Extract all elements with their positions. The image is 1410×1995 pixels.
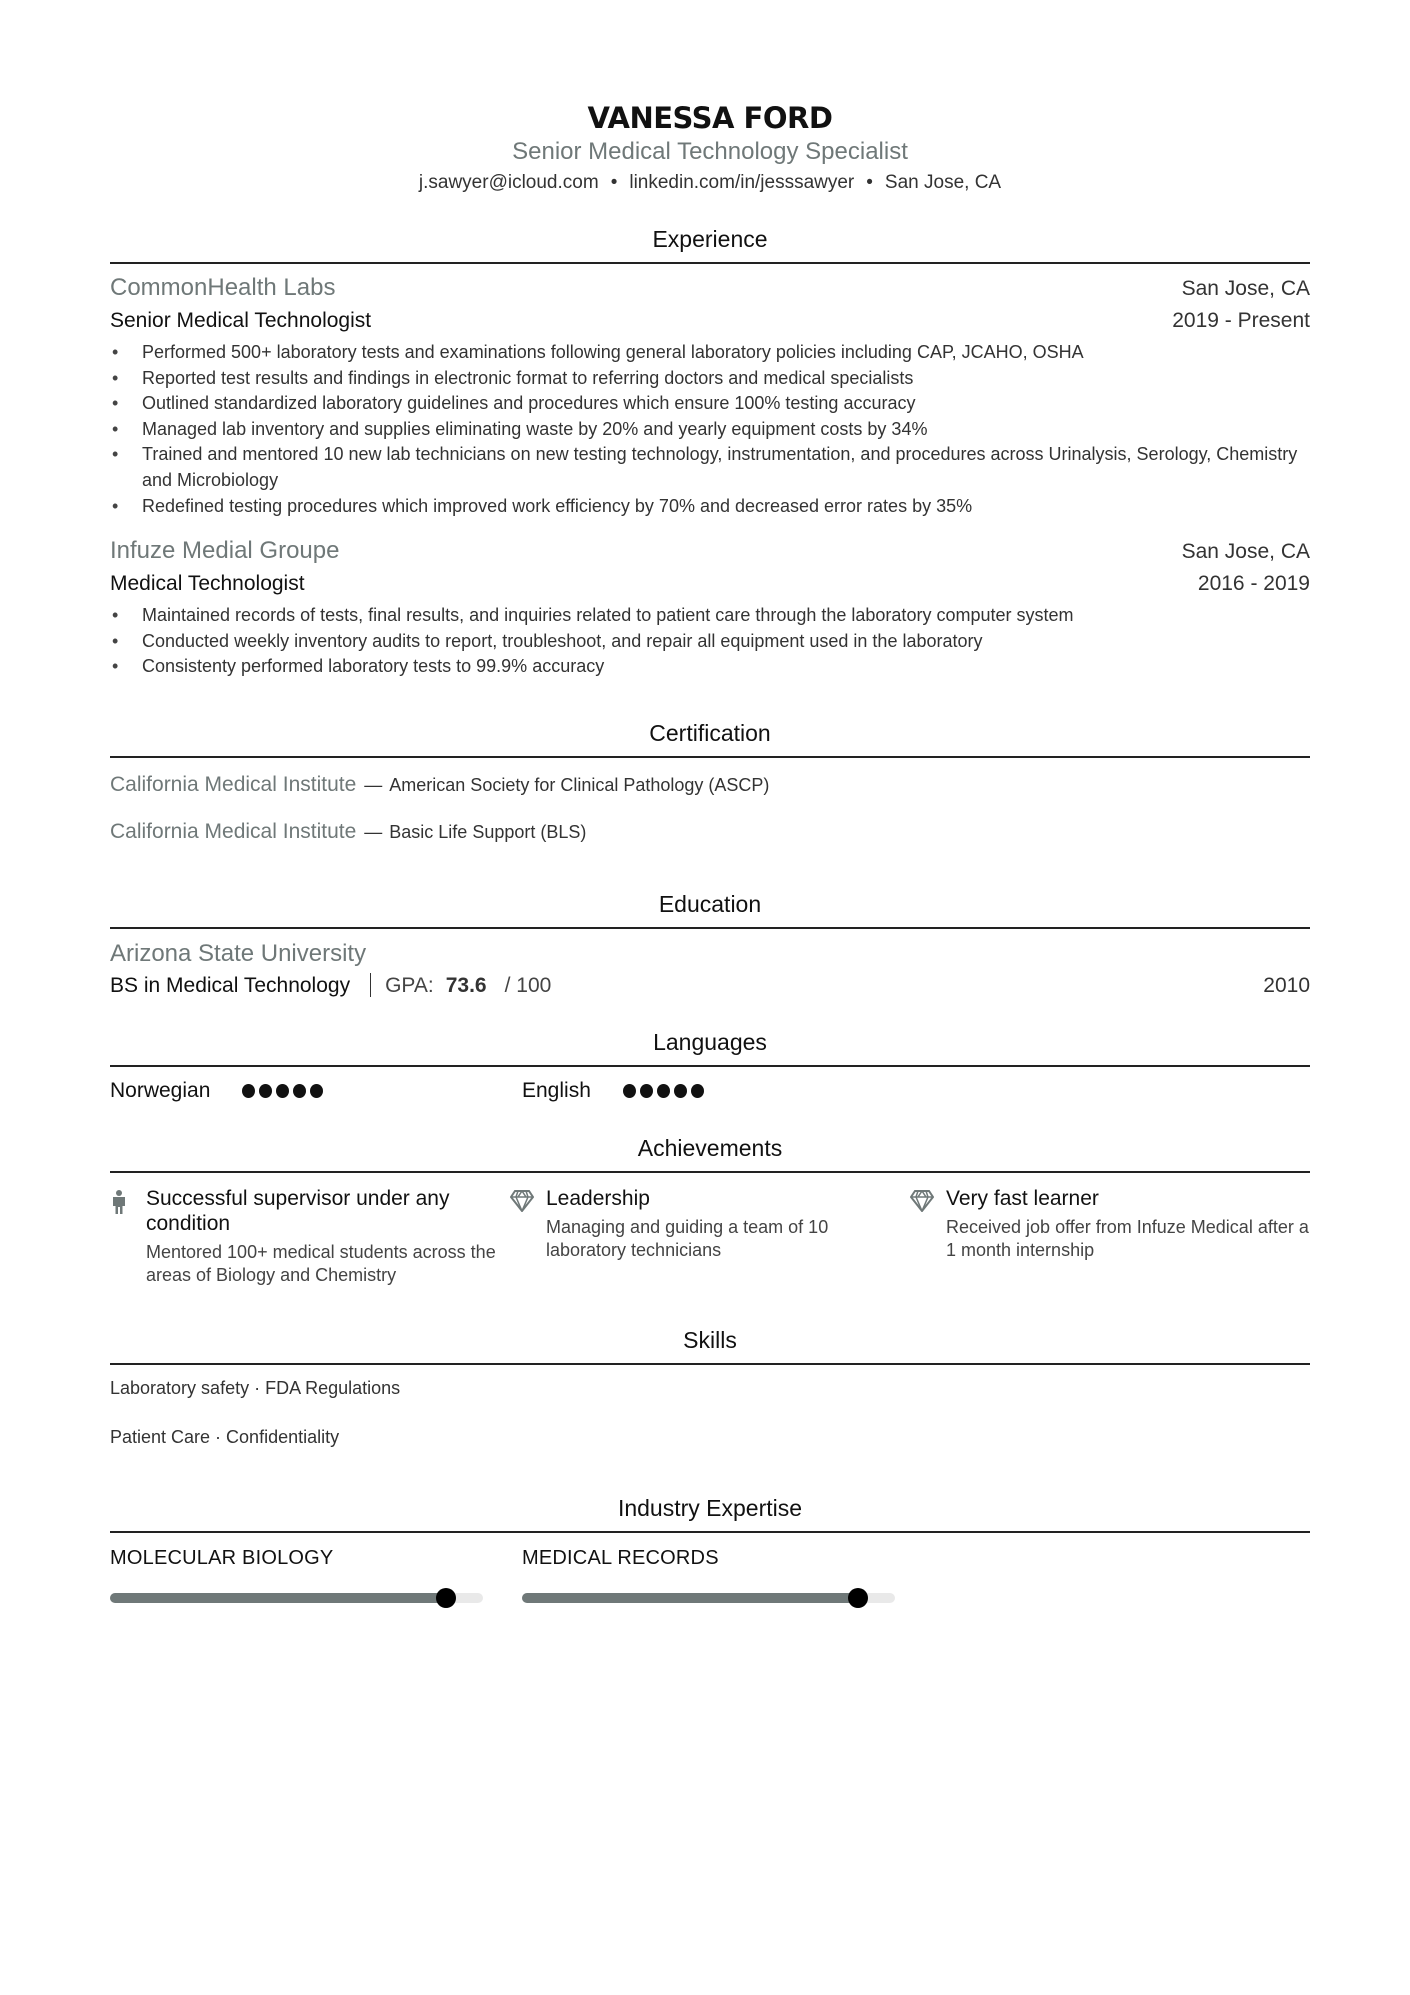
achievement-item — [110, 1186, 510, 1287]
gpa-label: GPA: — [385, 973, 434, 997]
resume-page — [110, 0, 1310, 1603]
skills-section — [110, 1325, 1310, 1449]
cert-name: American Society for Clinical Pathology (ASCP) — [389, 774, 770, 795]
slider-fill — [110, 1593, 446, 1603]
job-company: Infuze Medial Groupe — [110, 537, 340, 565]
gpa-value: 73.6 — [445, 973, 487, 997]
bullet-item: • Maintained records of tests, final results, and inquiries related to patient care through the laboratory computer system — [110, 603, 1310, 629]
education-degree-line — [110, 970, 551, 1001]
contact-email[interactable]: j.sawyer@icloud.com — [418, 172, 599, 193]
resume-header — [110, 0, 1310, 197]
job-company: CommonHealth Labs — [110, 274, 336, 301]
cert-name: Basic Life Support (BLS) — [389, 821, 587, 842]
achievement-item — [910, 1186, 1310, 1287]
language-level-dots — [242, 1084, 323, 1098]
skill-line: Patient Care · Confidentiality — [110, 1426, 340, 1447]
certification-item — [110, 770, 1310, 800]
cert-institution: California Medical Institute — [110, 819, 357, 843]
gpa-max: / 100 — [504, 973, 552, 997]
slider-fill — [522, 1593, 858, 1603]
candidate-title: Senior Medical Technology Specialist — [512, 138, 908, 165]
education-year: 2010 — [1263, 973, 1310, 997]
achievement-title: Successful supervisor under any condition — [146, 1186, 450, 1235]
diamond-icon — [910, 1186, 946, 1217]
person-icon — [110, 1186, 146, 1219]
achievement-description: Received job offer from Infuze Medical after a 1 month internship — [946, 1216, 1309, 1260]
section-heading: Certification — [110, 718, 1310, 758]
job-entry — [110, 271, 1310, 519]
cert-institution: California Medical Institute — [110, 772, 357, 796]
languages-section — [110, 1027, 1310, 1103]
expertise-slider — [110, 1593, 483, 1603]
contact-line — [110, 169, 1310, 197]
education-school: Arizona State University — [110, 939, 367, 967]
job-entry — [110, 534, 1310, 680]
job-location: San Jose, CA — [1181, 277, 1310, 300]
language-item — [110, 1079, 522, 1103]
section-heading: Education — [110, 889, 1310, 929]
bullet-item: • Managed lab inventory and supplies eliminating waste by 20% and yearly equipment costs by 34% — [110, 417, 1310, 443]
contact-location: San Jose, CA — [884, 172, 1002, 193]
achievement-title: Very fast learner — [946, 1186, 1099, 1210]
bullet-item: • Consistenty performed laboratory tests to 99.9% accuracy — [110, 654, 1310, 680]
bullet-item: • Reported test results and findings in electronic format to referring doctors and medical specialists — [110, 366, 1310, 392]
bullet-item: • Outlined standardized laboratory guidelines and procedures which ensure 100% testing accuracy — [110, 391, 1310, 417]
education-degree: BS in Medical Technology — [110, 973, 351, 997]
expertise-label: MEDICAL RECORDS — [522, 1546, 719, 1569]
achievement-description: Managing and guiding a team of 10 laboratory technicians — [546, 1216, 829, 1260]
expertise-label: MOLECULAR BIOLOGY — [110, 1546, 334, 1569]
diamond-icon — [510, 1186, 546, 1217]
achievement-description: Mentored 100+ medical students across the areas of Biology and Chemistry — [146, 1241, 496, 1285]
section-heading: Languages — [110, 1027, 1310, 1067]
language-name: Norwegian — [110, 1078, 211, 1102]
language-item — [522, 1079, 934, 1103]
section-heading: Industry Expertise — [110, 1493, 1310, 1533]
slider-knob — [436, 1588, 456, 1608]
skill-line: Laboratory safety · FDA Regulations — [110, 1377, 401, 1398]
contact-separator: • — [610, 172, 618, 193]
expertise-item — [522, 1545, 934, 1603]
contact-separator: • — [866, 172, 873, 193]
certification-section — [110, 718, 1310, 847]
job-location: San Jose, CA — [1181, 540, 1310, 564]
job-dates: 2019 - Present — [1172, 309, 1310, 332]
language-name: English — [522, 1078, 591, 1102]
language-level-dots — [623, 1084, 704, 1098]
contact-linkedin[interactable]: linkedin.com/in/jesssawyer — [629, 172, 855, 193]
bullet-item: • Performed 500+ laboratory tests and examinations following general laboratory policies including CAP, JCAHO, OSHA — [110, 340, 1310, 366]
education-section — [110, 889, 1310, 1001]
candidate-name: VANESSA FORD — [587, 101, 833, 135]
slider-knob — [848, 1588, 868, 1608]
bullet-item: • Trained and mentored 10 new lab technicians on new testing technology, instrumentation, and procedures across Urinalysis, Serology, Chemistry and Microbiology — [110, 442, 1310, 493]
job-role: Medical Technologist — [110, 572, 305, 596]
expertise-section — [110, 1493, 1310, 1603]
experience-section — [110, 224, 1310, 680]
expertise-item — [110, 1545, 522, 1603]
job-bullets — [110, 603, 1310, 680]
bullet-item: • Redefined testing procedures which improved work efficiency by 70% and decreased error rates by 35% — [110, 494, 1310, 520]
job-role: Senior Medical Technologist — [110, 309, 372, 332]
cert-dash: — — [364, 774, 383, 795]
cert-dash: — — [364, 821, 383, 842]
achievements-section — [110, 1133, 1310, 1287]
section-heading: Skills — [110, 1325, 1310, 1365]
certification-item — [110, 817, 1310, 847]
divider — [370, 973, 371, 997]
job-dates: 2016 - 2019 — [1197, 572, 1310, 596]
section-heading: Achievements — [110, 1133, 1310, 1173]
expertise-slider — [522, 1593, 895, 1603]
section-heading: Experience — [110, 224, 1310, 264]
achievement-item — [510, 1186, 910, 1287]
achievement-title: Leadership — [546, 1186, 650, 1210]
job-bullets — [110, 340, 1310, 519]
bullet-item: • Conducted weekly inventory audits to report, troubleshoot, and repair all equipment used in the laboratory — [110, 629, 1310, 655]
